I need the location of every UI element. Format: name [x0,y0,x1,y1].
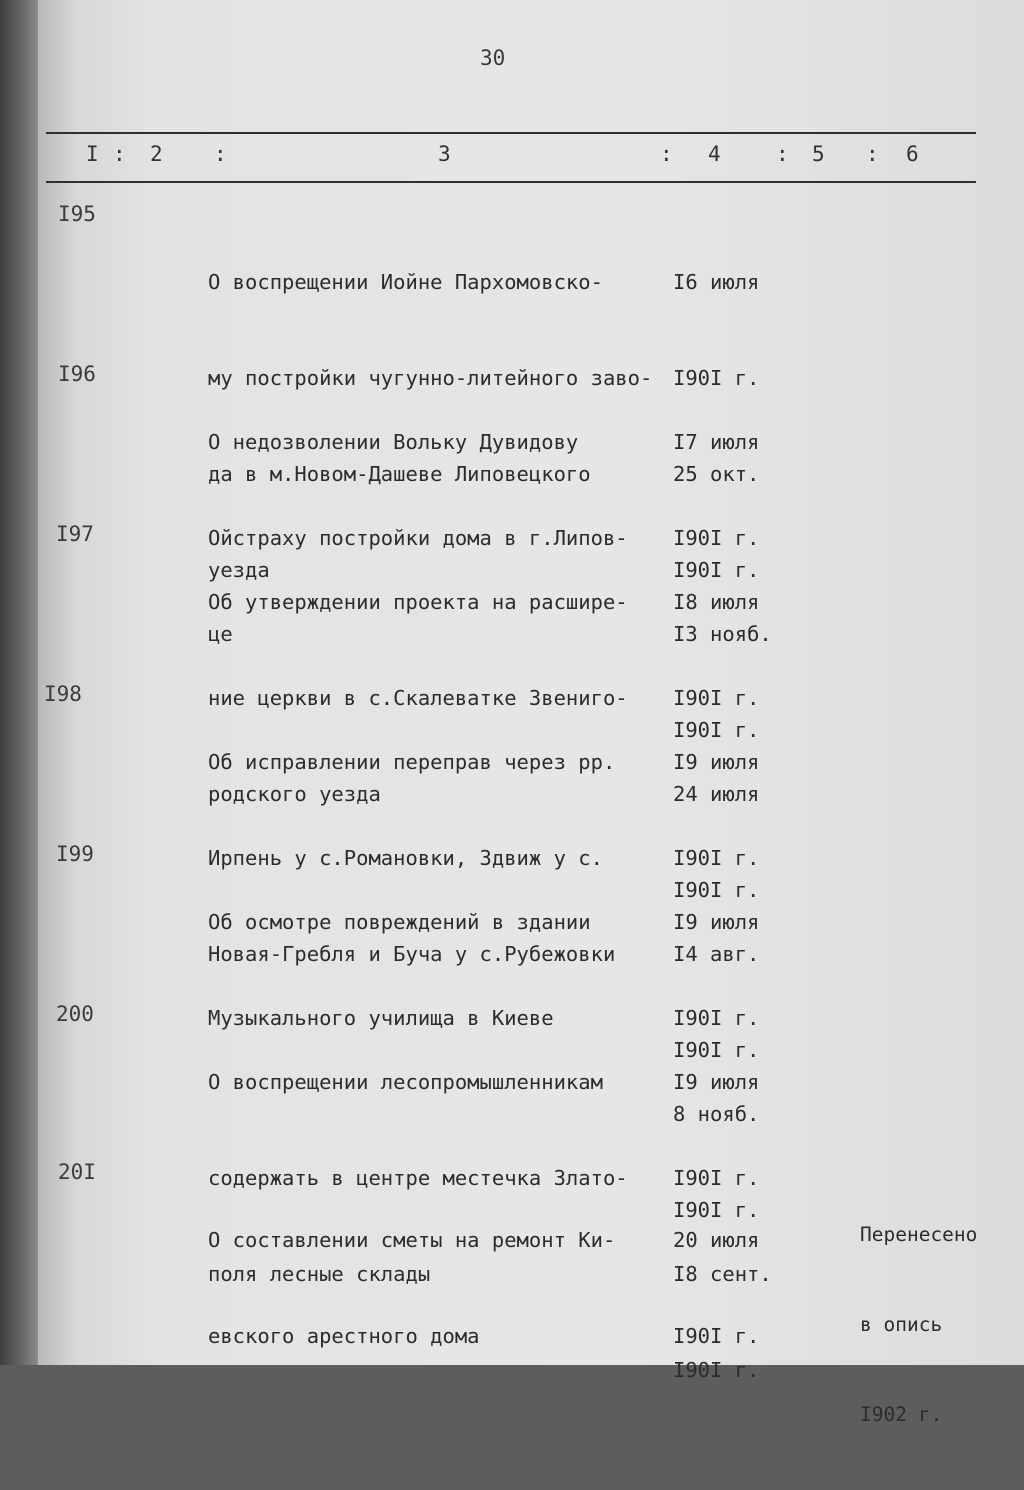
title-line: ние церкви в с.Скалеватке Звениго- [208,686,628,710]
title-line: Об осмотре повреждений в здании [208,910,591,934]
title-line: да в м.Новом-Дашеве Липовецкого [208,462,591,486]
date-line: I90I г. [673,1198,760,1222]
table-row [38,1160,1024,1426]
header-separator: : [113,142,126,166]
title-line: О воспрещении Иойне Пархомовско- [208,270,603,294]
date-line: I90I г. [673,366,760,390]
title-line: це [208,622,233,646]
date-line: I8 сент. [673,1262,772,1286]
title-line: Ойстраху постройки дома в г.Липов- [208,526,628,550]
header-top-rule [46,132,976,134]
date-line: I90I г. [673,526,760,550]
row-title [208,1160,678,1416]
date-line: I9 июля [673,910,760,934]
header-col-1: I [86,142,99,166]
date-line: I90I г. [673,878,760,902]
date-line: 24 июля [673,782,760,806]
date-line: I4 авг. [673,942,760,966]
title-line: Об утверждении проекта на расшире- [208,590,628,614]
date-line: I6 июля [673,270,760,294]
date-line: 8 нояб. [673,1102,760,1126]
date-line: I9 июля [673,1070,760,1094]
note-line: I902 г. [860,1403,943,1426]
date-line: I90I г. [673,846,760,870]
note-line: Перенесено [860,1223,978,1246]
date-line: 20 июля [673,1228,760,1252]
title-line: Ирпень у с.Романовки, Здвиж у с. [208,846,603,870]
title-line: Об исправлении переправ через рр. [208,750,616,774]
header-col-6: 6 [906,142,919,166]
header-col-3: 3 [438,142,451,166]
row-number: I99 [56,842,94,866]
header-separator: : [866,142,879,166]
row-number: I96 [58,362,96,386]
row-number: 20I [58,1160,96,1184]
archive-page [38,0,1024,1426]
row-note [860,1160,1010,1490]
header-bottom-rule [46,181,976,183]
date-line: I90I г. [673,1166,760,1190]
title-line: содержать в центре местечка Злато- [208,1166,628,1190]
date-line: I90I г. [673,558,760,582]
title-line: Новая-Гребля и Буча у с.Рубежовки [208,942,616,966]
title-line: Музыкального училища в Киеве [208,1006,554,1030]
date-line: I3 нояб. [673,622,772,646]
date-line: I8 июля [673,590,760,614]
title-line: поля лесные склады [208,1262,431,1286]
header-col-4: 4 [708,142,721,166]
page-number: 30 [480,46,506,70]
header-col-5: 5 [812,142,825,166]
date-line: 25 окт. [673,462,760,486]
row-number: 200 [56,1002,94,1026]
date-line: I90I г. [673,1324,760,1348]
date-line: I90I г. [673,1038,760,1062]
date-line: I90I г. [673,686,760,710]
header-separator: : [214,142,227,166]
title-line: родского уезда [208,782,381,806]
date-line: I90I г. [673,1006,760,1030]
title-line: евского арестного дома [208,1324,480,1348]
title-line: О недозволении Вольку Дувидову [208,430,579,454]
header-separator: : [660,142,673,166]
title-line: О составлении сметы на ремонт Ки- [208,1228,616,1252]
header-separator: : [776,142,789,166]
date-line: I7 июля [673,430,760,454]
title-line: уезда [208,558,270,582]
title-line: му постройки чугунно-литейного заво- [208,366,653,390]
date-line: I90I г. [673,718,760,742]
row-number: I95 [58,202,96,226]
note-line: в опись [860,1313,943,1336]
row-dates [673,1160,823,1416]
row-number: I98 [44,682,82,706]
date-line: I9 июля [673,750,760,774]
date-line: I90I г. [673,1358,760,1382]
header-col-2: 2 [150,142,163,166]
title-line: О воспрещении лесопромышленникам [208,1070,603,1094]
row-number: I97 [56,522,94,546]
